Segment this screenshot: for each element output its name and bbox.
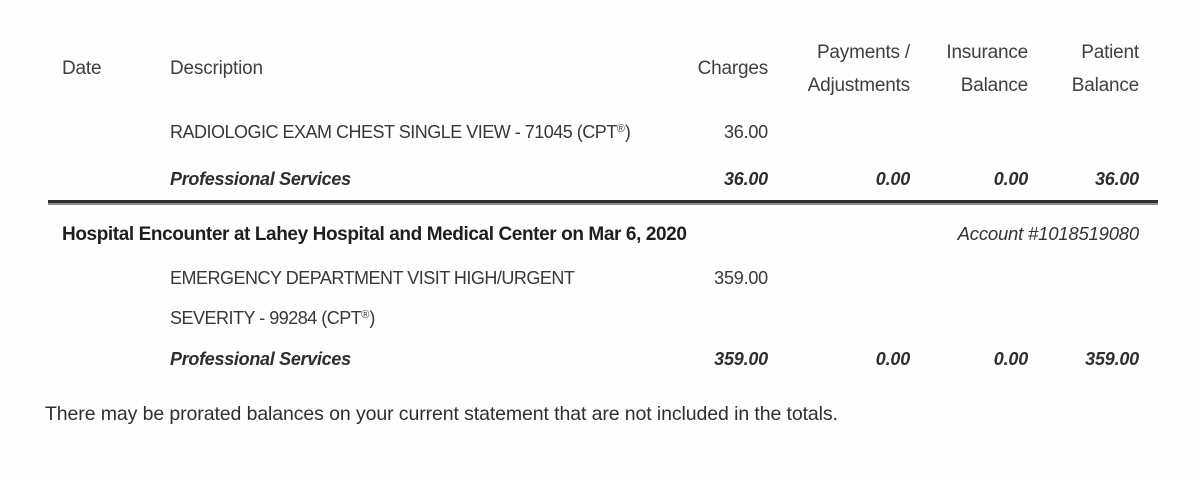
column-header-description: Description	[170, 58, 263, 79]
service-description	[170, 120, 638, 147]
charges-value: 36.00	[723, 122, 768, 142]
description-close-paren: )	[369, 308, 375, 328]
prorated-balances-note: There may be prorated balances on your current statement that are not included in the totals.	[45, 403, 838, 425]
date-cell	[62, 347, 170, 348]
subtotal-row	[62, 167, 1139, 191]
subtotal-charges: 359.00	[714, 349, 768, 369]
subtotal-label: Professional Services	[170, 349, 351, 369]
payments-value	[768, 306, 910, 307]
column-header-payments-line2: Adjustments	[807, 75, 910, 96]
column-header-insurance-line1: Insurance	[946, 42, 1028, 63]
column-header-patient-balance	[1028, 36, 1139, 102]
payments-value	[768, 266, 910, 267]
encounter-title: Hospital Encounter at Lahey Hospital and Medical Center on Mar 6, 2020	[62, 224, 687, 245]
column-header-patient-line1: Patient	[1081, 42, 1139, 63]
subtotal-row	[62, 347, 1139, 371]
subtotal-payments: 0.00	[875, 349, 910, 369]
subtotal-patient-balance: 36.00	[1094, 169, 1139, 189]
subtotal-charges: 36.00	[723, 169, 768, 189]
subtotal-patient-balance: 359.00	[1085, 349, 1139, 369]
service-line-row	[62, 266, 1139, 290]
subtotal-payments: 0.00	[875, 169, 910, 189]
column-header-patient-line2: Balance	[1071, 75, 1139, 96]
registered-trademark-sup: ®	[361, 309, 370, 321]
date-cell	[62, 266, 170, 267]
date-cell	[62, 167, 170, 168]
encounter-account-number: Account #1018519080	[957, 223, 1139, 244]
description-text: RADIOLOGIC EXAM CHEST SINGLE VIEW - 71045 (CPT	[170, 122, 617, 142]
column-header-insurance-balance	[910, 36, 1028, 102]
patient-balance-value	[1028, 266, 1139, 267]
column-header-date: Date	[62, 58, 102, 79]
date-cell	[62, 120, 170, 121]
subtotal-insurance-balance: 0.00	[993, 349, 1028, 369]
service-description-line1: EMERGENCY DEPARTMENT VISIT HIGH/URGENT	[170, 268, 575, 288]
patient-balance-value	[1028, 306, 1139, 307]
charges-value	[638, 306, 768, 307]
column-header-payments-line1: Payments /	[816, 42, 910, 63]
description-text: SEVERITY - 99284 (CPT	[170, 308, 362, 328]
registered-trademark-sup: ®	[616, 123, 625, 135]
section-divider	[48, 200, 1158, 205]
table-header-row	[62, 36, 1139, 102]
date-cell	[62, 306, 170, 307]
patient-balance-value	[1028, 120, 1139, 121]
charges-value: 359.00	[714, 268, 768, 288]
insurance-balance-value	[910, 306, 1028, 307]
insurance-balance-value	[910, 266, 1028, 267]
subtotal-label: Professional Services	[170, 169, 351, 189]
service-line-row	[62, 120, 1139, 147]
insurance-balance-value	[910, 120, 1028, 121]
column-header-insurance-line2: Balance	[960, 75, 1028, 96]
column-header-payments-adjustments	[768, 36, 910, 102]
description-close-paren: )	[624, 122, 631, 142]
encounter-header-row	[62, 222, 1139, 247]
service-description-line2	[170, 306, 638, 333]
column-header-charges: Charges	[697, 58, 768, 79]
subtotal-insurance-balance: 0.00	[993, 169, 1028, 189]
service-line-continuation-row	[62, 306, 1139, 333]
payments-value	[768, 120, 910, 121]
